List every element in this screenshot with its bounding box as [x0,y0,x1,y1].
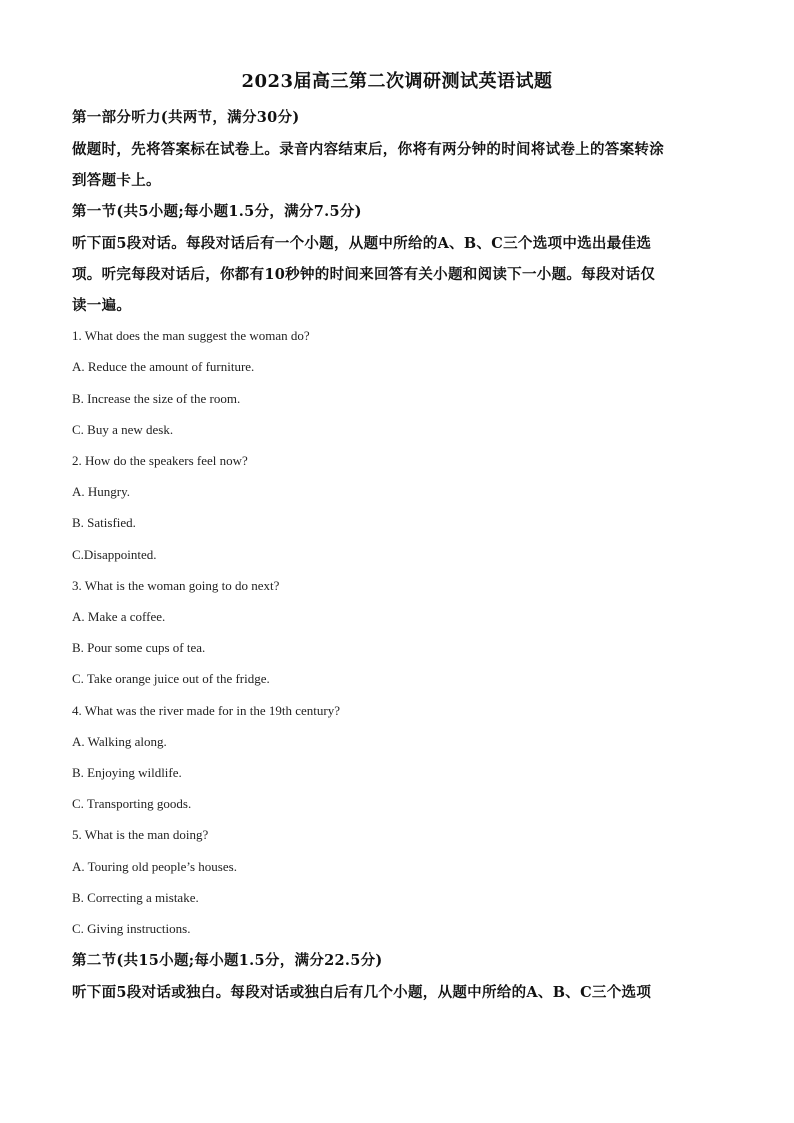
answer-option: B. Increase the size of the room. [72,391,241,406]
question-stem: 2. How do the speakers feel now? [72,453,248,468]
answer-option: A. Walking along. [72,734,167,749]
answer-option: C. Take orange juice out of the fridge. [72,671,270,686]
question-stem: 4. What was the river made for in the 19th century? [72,703,340,718]
answer-option: A. Touring old people’s houses. [72,859,237,874]
answer-option: C.Disappointed. [72,547,157,562]
answer-option: B. Satisfied. [72,515,136,530]
answer-option: C. Transporting goods. [72,796,192,811]
question-stem: 5. What is the man doing? [72,827,209,842]
answer-option: C. Giving instructions. [72,921,191,936]
answer-option: C. Buy a new desk. [72,422,174,437]
page-title: 2023届高三第二次调研测试英语试题 [241,71,553,92]
answer-option: A. Hungry. [72,484,131,499]
section1-heading: 第一节(共5小题;每小题1.5分，满分7.5分) [72,203,362,220]
answer-option: B. Correcting a mistake. [72,890,199,905]
section2-heading: 第二节(共15小题;每小题1.5分，满分22.5分) [72,952,383,969]
question-stem: 1. What does the man suggest the woman do? [72,328,310,343]
section1-instructions-line1: 听下面5段对话。每段对话后有一个小题，从题中所给的A、B、C三个选项中选出最佳选 [72,235,652,252]
answer-option: A. Reduce the amount of furniture. [72,359,255,374]
answer-option: B. Pour some cups of tea. [72,640,206,655]
section1-instructions-line2: 项。听完每段对话后，你都有10秒钟的时间来回答有关小题和阅读下一小题。每段对话仅 [72,266,656,283]
question-stem: 3. What is the woman going to do next? [72,578,280,593]
answer-option: B. Enjoying wildlife. [72,765,182,780]
part1-instructions-line1: 做题时，先将答案标在试卷上。录音内容结束后，你将有两分钟的时间将试卷上的答案转涂 [72,141,664,158]
part1-instructions-line2: 到答题卡上。 [72,172,161,189]
answer-option: A. Make a coffee. [72,609,166,624]
section2-instructions-line1: 听下面5段对话或独白。每段对话或独白后有几个小题，从题中所给的A、B、C三个选项 [72,984,652,1001]
part1-heading: 第一部分听力(共两节，满分30分) [72,109,300,126]
section1-instructions-line3: 读一遍。 [72,297,132,314]
